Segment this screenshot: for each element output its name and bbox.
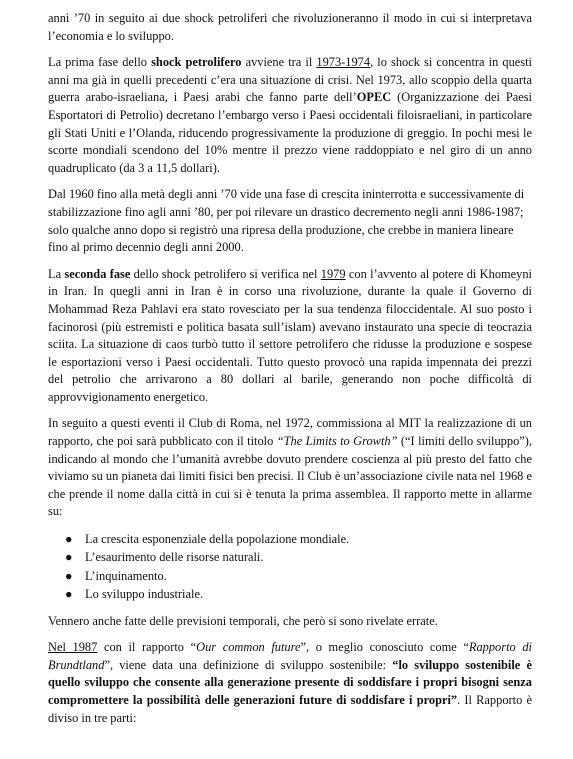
document-page — [48, 10, 532, 736]
paragraph-second-phase — [48, 266, 532, 407]
list-item — [48, 530, 532, 548]
list-item — [48, 585, 532, 603]
text: (“I limiti dello sviluppo”), indicando al mondo che l’umanità avrebbe dovuto prendere coscienza al più presto del fatto che viviamo su un pianeta dai limiti fisici ben precisi. Il Club è un’associazione civile nata nel 1968 e che prende il nome dalla città in cui si è tenuta la prima assemblea. Il rapporto mette in allarme su: — [48, 434, 532, 519]
text: ”, o meglio conosciuto come “ — [300, 640, 469, 655]
text: (Organizzazione dei Paesi Esportatori di Petrolio) decretano l’embargo verso i Paesi occidentali filoisraeliani, in particolare gli Stati Uniti e l’Olanda, riducendo progressivamente la produzione di greggio. In pochi mesi le scorte mondiali scendono del 10% mentre il prezzo viene raddoppiato e nel giro di un anno quadruplicato (da 3 a 11,5 dollari). — [48, 90, 532, 175]
paragraph-predictions — [48, 613, 532, 631]
paragraph-first-phase — [48, 54, 532, 177]
bullet-icon: ● — [65, 532, 73, 547]
italic-limits-to-growth: “The Limits to Growth” — [276, 434, 398, 449]
paragraph-brundtland — [48, 639, 532, 727]
paragraph-intro — [48, 10, 532, 45]
text: ”, viene data una definizione di sviluppo sostenibile: — [104, 657, 393, 672]
underlined-year-1979: 1979 — [320, 266, 346, 281]
text: Dal 1960 fino alla metà degli anni ’70 vide una fase di crescita ininterrotta e successivamente di stabilizzazione fino agli anni ’80, per poi rilevare un drastico decremento negli anni 1986-1987; solo qualche anno dopo si registrò una ripresa della produzione, che crebbe in maniera lineare fino al primo decennio degli anni 2000. — [48, 187, 525, 255]
underlined-nel-1987: Nel 1987 — [48, 640, 98, 655]
list-item-text: L’esaurimento delle risorse naturali. — [85, 550, 264, 565]
bullet-icon: ● — [65, 550, 73, 565]
text: La — [48, 266, 65, 281]
italic-rapporto-di-brundtland: Rapporto di Brundtland — [48, 640, 532, 672]
text: Vennero anche fatte delle previsioni temporali, che però si sono rivelate errate. — [48, 613, 438, 628]
text: dello shock petrolifero si verifica nel — [130, 266, 321, 281]
italic-our-common-future: Our common future — [196, 640, 301, 655]
text: con il rapporto “ — [97, 640, 197, 655]
text: con l’avvento al potere di Khomeyni in Iran. In quegli anni in Iran è in corso una rivoluzione, durante la quale il Governo di Mohammad Reza Pahlavi era stato rovesciato per la sua tendenza filoccidentale. Al suo posto i facinorosi (più estremisti e politica basata sull’islam) avevano instaurato una specie di teocrazia sciita. La situazione di caos turbò tutto il settore petrolifero che ridusse la produzione e sospese le esportazioni verso i Paesi occidentali. Tutto questo provocò una rapida impennata dei prezzi del petrolio che arrivarono a 80 dollari al barile, generando non poche difficoltà di approvvigionamento energetico. — [48, 266, 532, 404]
underlined-years-1973-1974: 1973-1974 — [316, 55, 371, 70]
bold-shock-petrolifero: shock petrolifero — [151, 55, 242, 70]
bold-seconda-fase: seconda fase — [64, 266, 131, 281]
bullet-icon: ● — [65, 587, 73, 602]
list-item-text: L’inquinamento. — [85, 568, 167, 583]
text: In seguito a questi eventi il Club di Roma, nel 1972, commissiona al MIT la realizzazione di un rapporto, che poi sarà pubblicato con il titolo — [48, 416, 532, 449]
bullet-icon: ● — [65, 568, 73, 583]
text: La prima fase dello — [48, 55, 152, 70]
text: . Il Rapporto è diviso in tre parti: — [48, 693, 532, 725]
bold-sustainable-development-definition: “lo sviluppo sostenibile è quello sviluppo che consente alla generazione presente di soddisfare i propri bisogni senza compromettere la possibilità delle generazioni future di soddisfare i propri” — [48, 657, 532, 708]
alarm-list — [48, 530, 532, 604]
text: , lo shock si concentra in questi anni ma già in quelli precedenti c’era una situazione di crisi. Nel 1973, allo scoppio della quarta guerra arabo-israeliana, i Paesi arabi che fanno parte dell’ — [48, 55, 532, 105]
paragraph-intro-text: anni ’70 in seguito ai due shock petroliferi che rivoluzioneranno il modo in cui si interpretava l’economia e lo sviluppo. — [48, 11, 532, 43]
list-item-text: La crescita esponenziale della popolazione mondiale. — [85, 532, 350, 547]
bold-opec: OPEC — [356, 90, 392, 105]
list-item — [48, 567, 532, 585]
text: avviene tra il — [241, 55, 317, 70]
paragraph-production-trend — [48, 186, 532, 256]
list-item-text: Lo sviluppo industriale. — [85, 587, 204, 602]
list-item — [48, 548, 532, 566]
paragraph-club-of-rome — [48, 415, 532, 521]
